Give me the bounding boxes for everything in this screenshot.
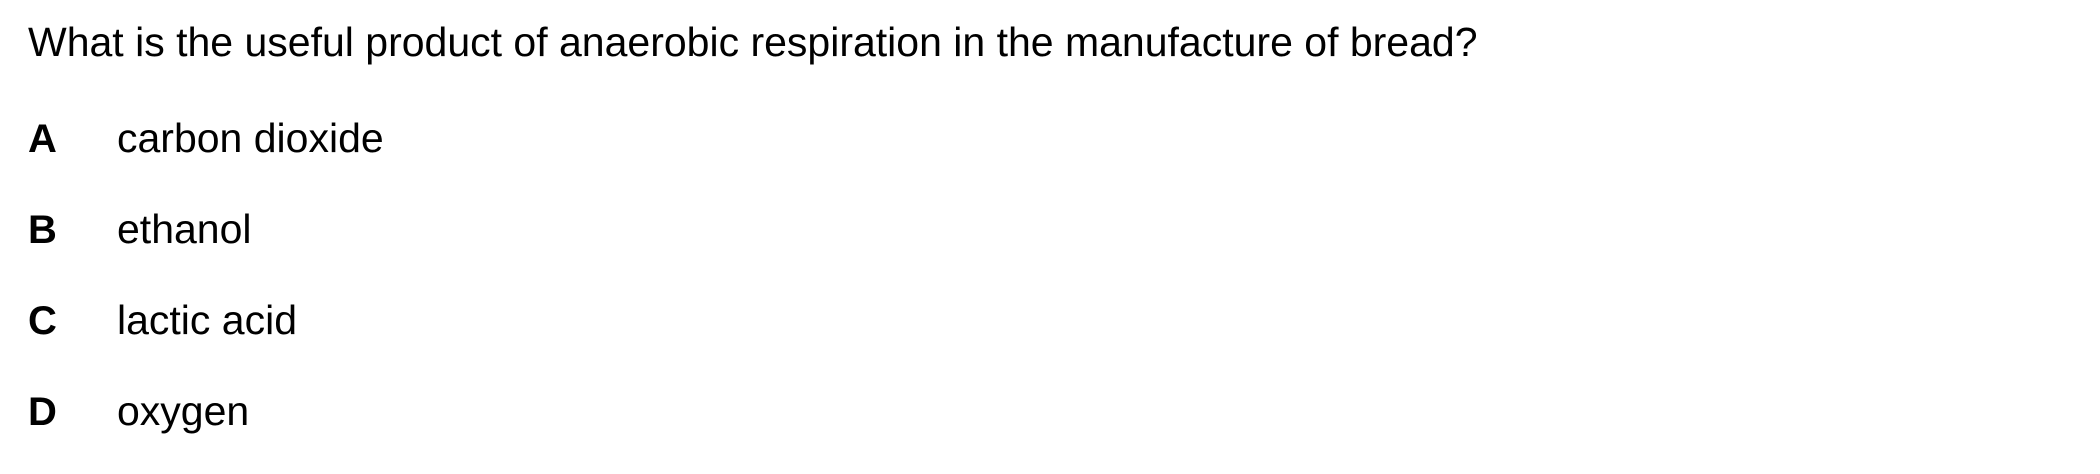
answer-option-c xyxy=(28,292,384,383)
option-letter: D xyxy=(28,390,57,434)
option-letter: C xyxy=(28,299,57,343)
answer-option-d xyxy=(28,383,384,474)
option-letter: A xyxy=(28,117,57,161)
question-text: What is the useful product of anaerobic respiration in the manufacture of bread? xyxy=(28,19,1478,65)
option-text: ethanol xyxy=(117,206,252,252)
answer-option-a xyxy=(28,110,384,201)
option-text: lactic acid xyxy=(117,297,298,343)
option-text: carbon dioxide xyxy=(117,115,384,161)
option-letter: B xyxy=(28,208,57,252)
option-text: oxygen xyxy=(117,388,250,434)
answer-option-b xyxy=(28,201,384,292)
answer-options xyxy=(28,110,384,474)
